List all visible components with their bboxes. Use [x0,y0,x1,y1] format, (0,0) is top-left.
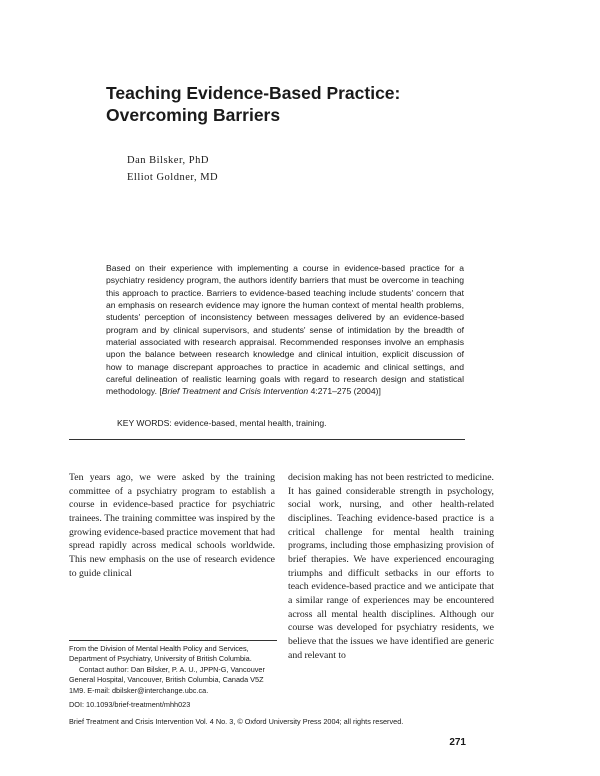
keywords: KEY WORDS: evidence-based, mental health, training. [117,418,327,428]
body-column-left: Ten years ago, we were asked by the training committee of a psychiatry program to establish a course in evidence-based practice for psychiatric trainees. The training committee was inspired by the growing evidence-based practice movement that had spread rapidly across medical schools worldwide. This new emphasis on the use of research evidence to guide clinical [69,472,275,579]
footnote-affiliation-line-2: Department of Psychiatry, University of British Columbia. [69,654,252,664]
footnote-contact-line-3: 1M9. E-mail: dbilsker@interchange.ubc.ca. [69,685,209,695]
footnote-doi: DOI: 10.1093/brief-treatment/mhh023 [69,700,191,710]
abstract [106,262,464,398]
article-title-line-1: Teaching Evidence-Based Practice: [106,83,401,103]
footnote-affiliation-line-1: From the Division of Mental Health Policy and Services, [69,644,249,653]
abstract-citation: Brief Treatment and Crisis Intervention [161,386,309,397]
author-list [127,152,218,186]
footnote-contact-line-2: General Hospital, Vancouver, British Columbia, Canada V5Z [69,675,264,685]
body-column-right: decision making has not been restricted to medicine. It has gained considerable strength in psychology, social work, nursing, and other health-related disciplines. Teaching evidence-based practice is a critical challenge for mental health training programs, including those emphasizing provision of brief therapies. We have experienced encouraging triumphs and difficult setbacks in our efforts to teach evidence-based practice and we anticipate that a similar range of experiences may be encountered across all mental health disciplines. Although our course was developed for psychiatry residents, we believe that the issues we have identified are generic and relevant to [288,472,494,661]
abstract-citation-tail: 4:271–275 (2004)] [308,386,381,397]
journal-line: Brief Treatment and Crisis Intervention Vol. 4 No. 3, © Oxford University Press 2004; all rights reserved. [69,717,404,726]
section-divider [69,439,465,440]
footnote-divider [69,640,277,641]
abstract-text: Based on their experience with implementing a course in evidence-based practice for a psychiatry residency program, the authors identify barriers that must be overcome in teaching this approach to practice. Barriers to evidence-based teaching include students' concern that an emphasis on research evidence may ignore the human context of mental health problems, students' perception of inconsistency between messages delivered by an evidence-based program and by clinical supervisors, and students' sense of intimidation by the breadth of material associated with research appraisal. Recommended responses involve an emphasis upon the balance between research knowledge and clinical intuition, explicit discussion of how to manage discrepant approaches to practice in academic and clinical settings, and careful delineation of realistic learning goals with regard to research design and statistical methodology. [ [106,263,464,397]
footnote-contact-line-1: Contact author: Dan Bilsker, P. A. U., JPPN-G, Vancouver [79,664,265,674]
page-number: 271 [449,737,466,748]
footnote [69,644,281,710]
author-1: Dan Bilsker, PhD [127,155,209,166]
author-2: Elliot Goldner, MD [127,172,219,183]
article-title-line-2: Overcoming Barriers [106,105,281,125]
article-title [106,82,506,126]
